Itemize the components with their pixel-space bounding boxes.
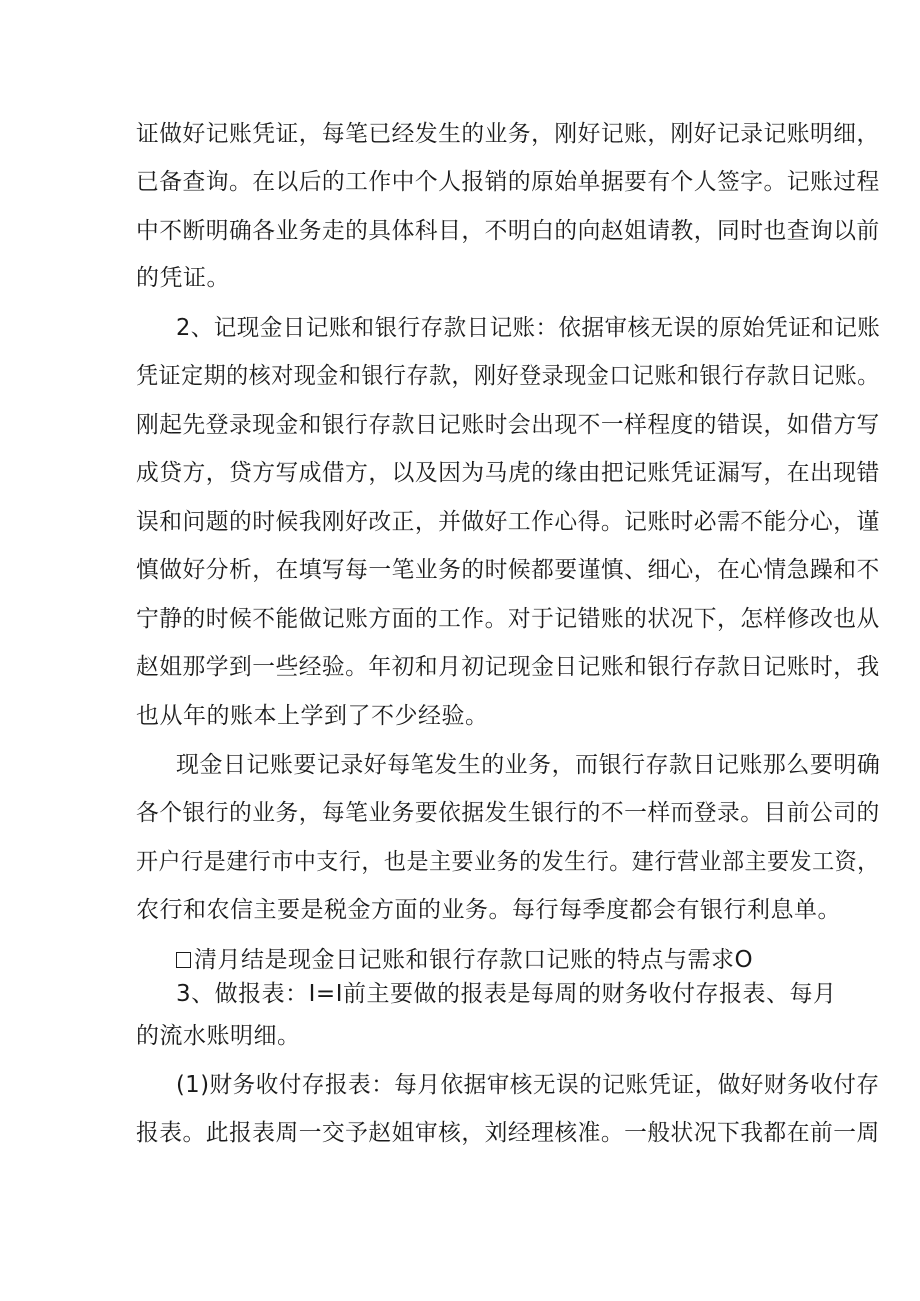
text-line: 2、记现金日记账和银行存款日记账：依据审核无误的原始凭证和记账 — [176, 315, 881, 341]
text-line — [176, 945, 753, 975]
text-line: 慎做好分析，在填写每一笔业务的时候都要谨慎、细心，在心情急躁和不 — [136, 557, 880, 583]
text-line: 凭证定期的核对现金和银行存款，刚好登录现金口记账和银行存款日记账。 — [136, 363, 880, 389]
text-line: 证做好记账凭证，每笔已经发生的业务，刚好记账，刚好记录记账明细， — [136, 121, 880, 147]
text-line: 宁静的时候不能做记账方面的工作。对于记错账的状况下，怎样修改也从 — [136, 606, 880, 632]
text-line: 3、做报表：I=I前主要做的报表是每周的财务收付存报表、每月 — [176, 981, 837, 1007]
text-line: 中不断明确各业务走的具体科目，不明白的向赵姐请教，同时也查询以前 — [136, 218, 880, 244]
text-line: 也从年的账本上学到了不少经验。 — [136, 703, 489, 729]
text-line-content: 清月结是现金日记账和银行存款口记账的特点与需求O — [194, 947, 754, 973]
text-line: 的流水账明细。 — [136, 1023, 301, 1049]
text-line: 开户行是建行市中支行，也是主要业务的发生行。建行营业部主要发工资， — [136, 849, 880, 875]
text-line: 现金日记账要记录好每笔发生的业务，而银行存款日记账那么要明确 — [176, 752, 881, 778]
text-line: 已备查询。在以后的工作中个人报销的原始单据要有个人签字。记账过程 — [136, 169, 880, 195]
text-line: 的凭证。 — [136, 265, 230, 291]
text-line: (1)财务收付存报表：每月依据审核无误的记账凭证，做好财务收付存 — [176, 1072, 880, 1098]
text-line: 报表。此报表周一交予赵姐审核，刘经理核准。一般状况下我都在前一周 — [136, 1120, 880, 1146]
text-line: 误和问题的时候我刚好改正，并做好工作心得。记账时必需不能分心，谨 — [136, 509, 880, 535]
text-line: 赵姐那学到一些经验。年初和月初记现金日记账和银行存款日记账时，我 — [136, 654, 880, 680]
text-line: 刚起先登录现金和银行存款日记账时会出现不一样程度的错误，如借方写 — [136, 412, 880, 438]
square-box-icon — [176, 952, 191, 968]
text-line: 成贷方，贷方写成借方，以及因为马虎的缘由把记账凭证漏写，在出现错 — [136, 460, 880, 486]
text-line: 各个银行的业务，每笔业务要依据发生银行的不一样而登录。目前公司的 — [136, 800, 880, 826]
text-line: 农行和农信主要是税金方面的业务。每行每季度都会有银行利息单。 — [136, 897, 841, 923]
